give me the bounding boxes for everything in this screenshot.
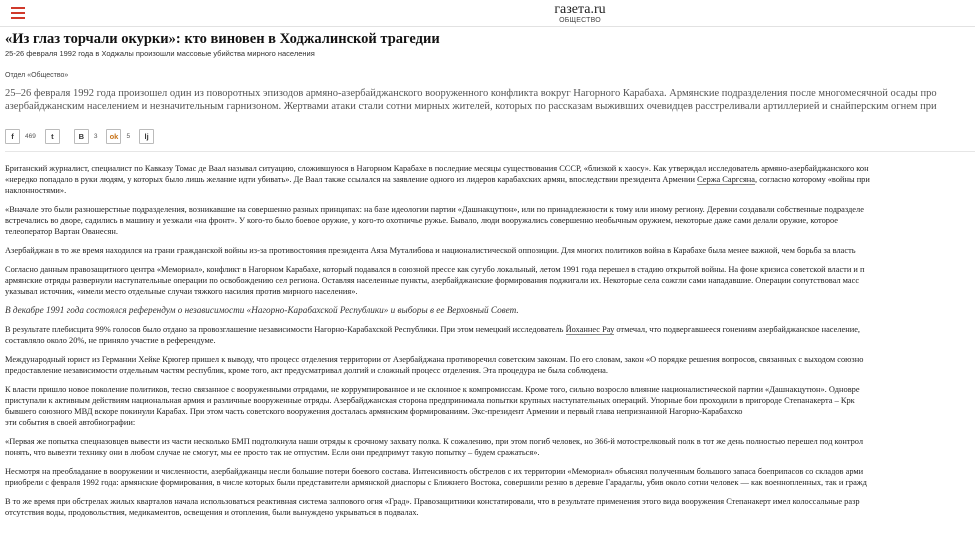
paragraph-line: телеоператор Вартан Ованесян. [5, 227, 118, 236]
spacer [5, 458, 975, 466]
paragraph-line: «Первая же попытка спецназовцев вывести из части несколько БМП подтолкнула наши отряды к срочному захвату полка. К сожалению, при этом погиб человек, но 366-й мотострелковый полк в тот же день полностью перешел под контрол [5, 437, 864, 446]
top-bar [0, 0, 975, 27]
facebook-icon[interactable]: f [5, 129, 20, 144]
odnoklassniki-count: 5 [126, 132, 131, 140]
share-bar [5, 128, 975, 144]
paragraph-line: армянские отряды развернули наступательные операции по освобождению сел региона. Оставляя населенные пункты, азербайджанские формирования поджигали их. Некоторые села сожгли сами нападавшие. Операции сопутствовал масс [5, 276, 860, 285]
spacer [5, 488, 975, 496]
lead-line: 25–26 февраля 1992 года произошел один из поворотных эпизодов армяно-азербайджанского вооруженного конфликта вокруг Нагорного Карабаха. Армянские подразделения после многомесячной осады про [5, 88, 937, 99]
logo-name: газета.ru [554, 2, 606, 17]
article-body [5, 163, 975, 518]
paragraph-line: указывал источник, «имели место отдельные случаи тяжкого насилия против мирного населения». [5, 287, 358, 296]
site-logo[interactable] [545, 3, 615, 25]
paragraph-line: предоставление независимости отдельным частям республик, кроме того, акт предусматривал долгий и сложный процесс отделения. Эта процедура не была соблюдена. [5, 366, 608, 375]
lead-line: азербайджанским населением и незначительным гарнизоном. Жертвами атаки стали сотни мирных жителей, которых по рассказам выживших очевидцев расстреливали артиллерией и снайперским огнем при [5, 101, 937, 112]
spacer [5, 316, 975, 324]
person-link[interactable]: Йоханнес Рау [565, 325, 615, 334]
article [5, 30, 975, 518]
vk-count: 3 [93, 132, 98, 140]
hamburger-menu-icon[interactable] [11, 7, 25, 19]
text-fragment: отмечал, что подвергавшееся гонениям азербайджанское население, [614, 325, 861, 334]
article-lead [5, 87, 975, 113]
logo-section: ОБЩЕСТВО [559, 17, 601, 24]
article-title: «Из глаз торчали окурки»: кто виновен в Ходжалинской трагедии [5, 31, 440, 47]
spacer [5, 428, 975, 436]
paragraph-line: составляло около 20%, не приняло участие в референдуме. [5, 336, 216, 345]
spacer [5, 376, 975, 384]
person-link[interactable]: Сержа Саргсяна [697, 175, 755, 184]
paragraph-line: понять, что вывезти технику они в любом случае не смогут, мы ее просто так не отпустим. Если они предпримут такую попытку – будем сражаться». [5, 448, 540, 457]
paragraph-line: Несмотря на преобладание в вооружении и численности, азербайджанцы несли большие потери боевого состава. Интенсивность обстрелов с их территории «Мемориал» объяснял полученным большого запаса боеприпасов со складов арми [5, 467, 864, 476]
paragraph-line: приобрели с февраля 1992 года: армянские формирования, в числе которых были представители армянской диаспоры с Ближнего Востока, совершили резню в деревне Гарадаглы, убив около сотни человек — как военнопленных, так и гражд [5, 478, 867, 487]
paragraph-line: Согласно данным правозащитного центра «Мемориал», конфликт в Нагорном Карабахе, который подавался в союзной прессе как сугубо локальный, летом 1991 года перешел в стадию открытой войны. На фоне кризиса советской власти и п [5, 265, 865, 274]
paragraph-line: бывшего союзного МВД вскоре покинули Карабах. При этом часть советского вооружения досталась армянским формированиям. Экс-президент Армении и первый глава непризнанной Нагорно-Карабахско [5, 407, 743, 416]
paragraph-line: отсутствия воды, продовольствия, медикаментов, освещения и отопления, были вынуждено укрываться в подвалах. [5, 508, 419, 517]
paragraph-line [5, 324, 975, 335]
text-fragment: , согласно которому «войны при [755, 175, 870, 184]
odnoklassniki-icon[interactable]: ok [106, 129, 121, 144]
paragraph-line: встречались во дворе, садились в машину и уезжали «на фронт». У кого-то было боевое оружие, у кого-то охотничье ружье. Бывало, люди вооружались совершенно необычным оружием, некоторые даже сами делали оружие, которое [5, 216, 838, 225]
twitter-icon[interactable]: t [45, 129, 60, 144]
facebook-count: 469 [25, 132, 36, 140]
spacer [5, 297, 975, 305]
divider [5, 151, 975, 152]
spacer [5, 256, 975, 264]
spacer [5, 346, 975, 354]
text-fragment: «нередко попадало в руки людям, у которых было лишь желание идти убивать». Де Ваал также ссылался на заявление одного из лидеров карабахских армян, впоследствии президента Армении [5, 175, 698, 184]
spacer [5, 196, 975, 204]
paragraph-line: В то же время при обстрелах жилых кварталов начала использоваться реактивная система залпового огня «Град». Правозащитники констатировали, что в результате применения этого вида вооружения Степанакерт имел колоссальные разр [5, 497, 860, 506]
paragraph-line: Британский журналист, специалист по Кавказу Томас де Ваал называл ситуацию, сложившуюся в Нагорном Карабахе в последние месяцы существования СССР, «близкой к хаосу». Как утверждал исследователь армяно-азербайджанского кон [5, 164, 869, 173]
paragraph-line: К власти пришло новое поколение политиков, тесно связанное с вооруженными отрядами, не коррумпированное и не склонное к компромиссам. Кроме того, сильно возросло влияние националистической партии «Дашнакцутюн». Одновре [5, 385, 860, 394]
article-department: Отдел «Общество» [5, 72, 69, 79]
article-subtitle: 25-26 февраля 1992 года в Ходжалы произошли массовые убийства мирного населения [5, 49, 315, 58]
highlight-quote: В декабре 1991 года состоялся референдум о независимости «Нагорно-Карабахской Республики» и выборы в ее Верховный Совет. [5, 305, 519, 315]
paragraph-line: «Вначале это были разношерстные подразделения, возникавшие на совершенно разных принципах: на базе идеологии партии «Дашнакцутюн», или по принадлежности к тому или иному региону. Деревни создавали собственные подразделе [5, 205, 864, 214]
paragraph-line: эти события в своей автобиографии: [5, 418, 136, 427]
paragraph-line: наклонностями». [5, 186, 67, 195]
livejournal-icon[interactable]: lj [139, 129, 154, 144]
text-fragment: В результате плебисцита 99% голосов было отдано за провозглашение независимости Нагорно-Карабахской Республики. При этом немецкий исследователь [5, 325, 566, 334]
spacer [5, 237, 975, 245]
vk-icon[interactable]: B [74, 129, 89, 144]
paragraph-line: Международный юрист из Германии Хейке Крюгер пришел к выводу, что процесс отделения территории от Азербайджана противоречил советским законам. По его словам, закон «О порядке решения вопросов, связанных с выходом союзно [5, 355, 864, 364]
paragraph-line: приступали к активным действиям национальная армия и различные вооруженные отряды. Азербайджанская сторона предпринимала попытки крупных наступательных операций. Упорные бои проходили в пригороде Степанакерта – Крк [5, 396, 855, 405]
paragraph-line [5, 174, 975, 185]
paragraph-line: Азербайджан в то же время находился на грани гражданской войны из-за противостояния президента Аяза Муталибова и националистической оппозиции. Для многих политиков война в Карабахе была менее важной, чем борьба за власть [5, 246, 856, 255]
